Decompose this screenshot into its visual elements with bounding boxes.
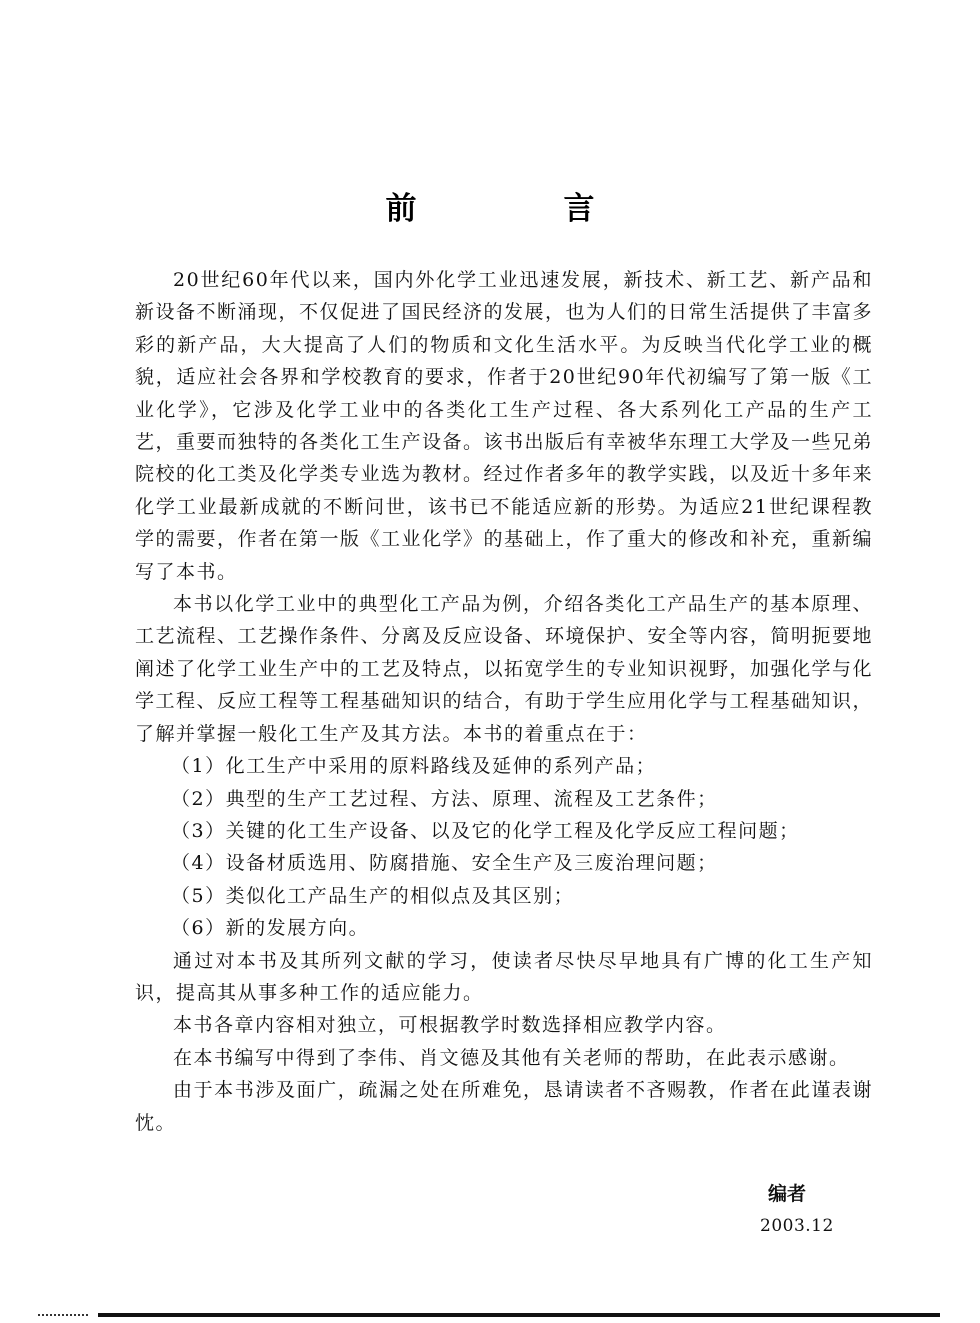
paragraph: 由于本书涉及面广，疏漏之处在所难免，恳请读者不吝赐教，作者在此谨表谢忱。 [135,1079,873,1134]
list-item: （2）典型的生产工艺过程、方法、原理、流程及工艺条件； [171,787,718,810]
focus-list [135,750,873,944]
signature-date: 2003.12 [760,1216,834,1236]
page-title: 前 言 [385,191,653,227]
list-item: （1）化工生产中采用的原料路线及延伸的系列产品； [171,755,657,778]
signature-block [760,1178,860,1242]
list-item: （4）设备材质选用、防腐措施、安全生产及三废治理问题； [171,852,718,875]
paragraph: 在本书编写中得到了李伟、肖文德及其他有关老师的帮助，在此表示感谢。 [173,1046,850,1069]
list-item: （5）类似化工产品生产的相似点及其区别； [171,884,575,907]
list-item: （6）新的发展方向。 [171,917,370,940]
preface-body [135,264,873,1139]
paragraph: 通过对本书及其所列文献的学习，使读者尽快尽早地具有广博的化工生产知识，提高其从事多种工作的适应能力。 [135,949,873,1004]
paragraph: 本书以化学工业中的典型化工产品为例，介绍各类化工产品生产的基本原理、工艺流程、工艺操作条件、分离及反应设备、环境保护、安全等内容，简明扼要地阐述了化学工业生产中的工艺及特点，以拓宽学生的专业知识视野，加强化学与化学工程、反应工程等工程基础知识的结合，有助于学生应用化学与工程基础知识，了解并掌握一般化工生产及其方法。本书的着重点在于： [135,593,874,745]
list-item: （3）关键的化工生产设备、以及它的化学工程及化学反应工程问题； [171,819,800,842]
signature-author: 编者 [768,1183,807,1205]
paragraph: 20世纪60年代以来，国内外化学工业迅速发展，新技术、新工艺、新产品和新设备不断涌现，不仅促进了国民经济的发展，也为人们的日常生活提供了丰富多彩的新产品，大大提高了人们的物质和文化生活水平。为反映当代化学工业的概貌，适应社会各界和学校教育的要求，作者于20世纪90年代初编写了第一版《工业化学》，它涉及化学工业中的各类化工生产过程、各大系列化工产品的生产工艺，重要而独特的各类化工生产设备。该书出版后有幸被华东理工大学及一些兄弟院校的化工类及化学类专业选为教材。经过作者多年的教学实践，以及近十多年来化学工业最新成就的不断问世，该书已不能适应新的形势。为适应21世纪课程教学的需要，作者在第一版《工业化学》的基础上，作了重大的修改和补充，重新编写了本书。 [135,269,874,583]
paragraph: 本书各章内容相对独立，可根据教学时数选择相应教学内容。 [173,1014,727,1037]
bottom-divider [98,1313,940,1317]
